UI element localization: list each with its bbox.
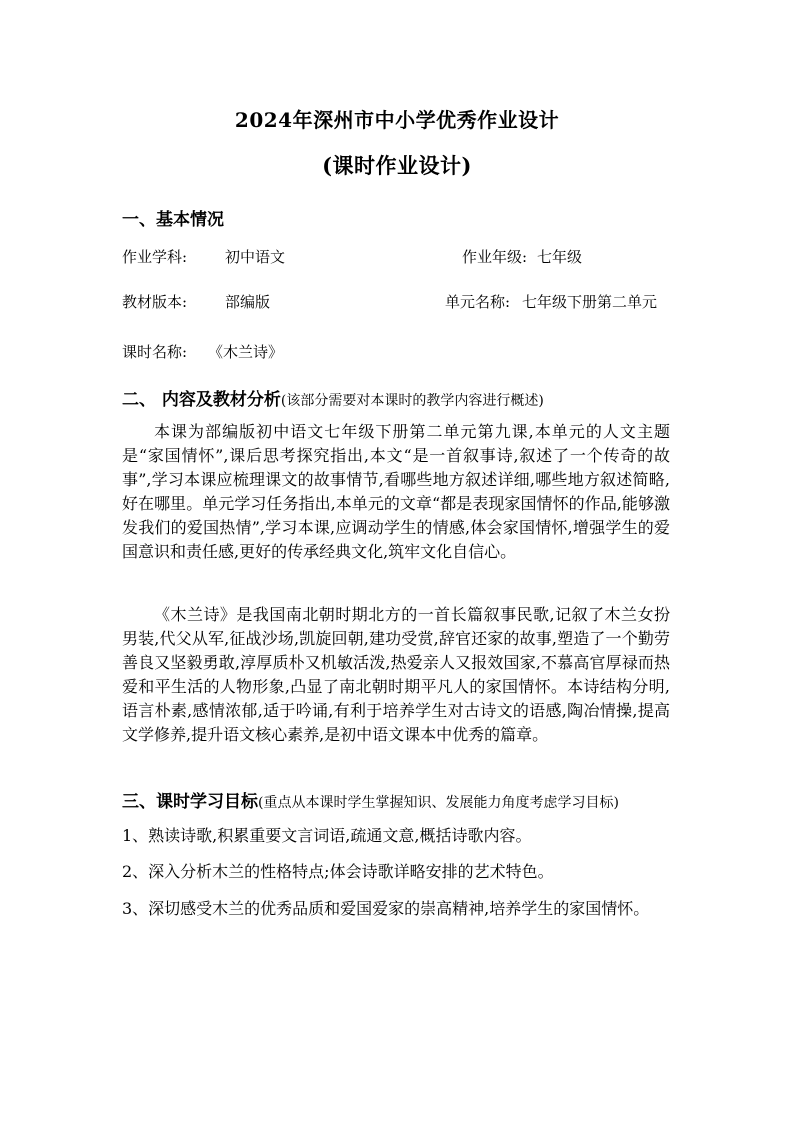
- document-subtitle: (课时作业设计): [322, 153, 472, 178]
- section2-title: 二、 内容及教材分析: [122, 390, 281, 410]
- document-title: 2024年深州市中小学优秀作业设计: [234, 108, 560, 132]
- section3-title: 三、课时学习目标: [122, 792, 258, 812]
- grade-label: 作业年级:: [462, 248, 528, 266]
- unit-label: 单元名称:: [445, 293, 511, 311]
- section3-note: (重点从本课时学生掌握知识、发展能力角度考虑学习目标): [258, 795, 619, 811]
- subject-value: 初中语文: [225, 248, 286, 266]
- edition-label: 教材版本:: [122, 293, 188, 311]
- section3-heading: [122, 787, 619, 812]
- edition-value: 部编版: [225, 293, 271, 311]
- lesson-label: 课时名称:: [122, 343, 188, 361]
- section2-note: (该部分需要对本课时的教学内容进行概述): [280, 393, 544, 409]
- goal-item-1: 1、熟读诗歌,积累重要文言词语,疏通文意,概括诗歌内容。: [122, 826, 532, 845]
- section2-heading: [122, 385, 544, 410]
- lesson-value: 《木兰诗》: [208, 343, 284, 361]
- section1-heading: 一、基本情况: [122, 210, 224, 230]
- grade-value: 七年级: [537, 248, 583, 266]
- analysis-paragraph-2: 《木兰诗》是我国南北朝时期北方的一首长篇叙事民歌,记叙了木兰女扮男装,代父从军,征战沙场,凯旋回朝,建功受赏,辞官还家的故事,塑造了一个勤劳善良又坚毅勇敢,淳厚质朴又机敏活泼,热爱亲人又报效国家,不慕高官厚禄而热爱和平生活的人物形象,凸显了南北朝时期平凡人的家国情怀。本诗结构分明,语言朴素,感情浓郁,适于吟诵,有利于培养学生对古诗文的语感,陶冶情操,提高文学修养,提升语文核心素养,是初中语文课本中优秀的篇章。: [122, 605, 670, 744]
- unit-value: 七年级下册第二单元: [522, 293, 658, 311]
- subject-label: 作业学科:: [122, 248, 188, 266]
- analysis-paragraph-1: 本课为部编版初中语文七年级下册第二单元第九课,本单元的人文主题是“家国情怀”,课后思考探究指出,本文“是一首叙事诗,叙述了一个传奇的故事”,学习本课应梳理课文的故事情节,看哪些地方叙述详细,哪些地方叙述简略,好在哪里。单元学习任务指出,本单元的文章“都是表现家国情怀的作品,能够激发我们的爱国热情”,学习本课,应调动学生的情感,体会家国情怀,增强学生的爱国意识和责任感,更好的传承经典文化,筑牢文化自信心。: [122, 422, 670, 561]
- goal-item-3: 3、深切感受木兰的优秀品质和爱国爱家的崇高精神,培养学生的家国情怀。: [122, 899, 650, 918]
- goal-item-2: 2、深入分析木兰的性格特点;体会诗歌详略安排的艺术特色。: [122, 862, 554, 881]
